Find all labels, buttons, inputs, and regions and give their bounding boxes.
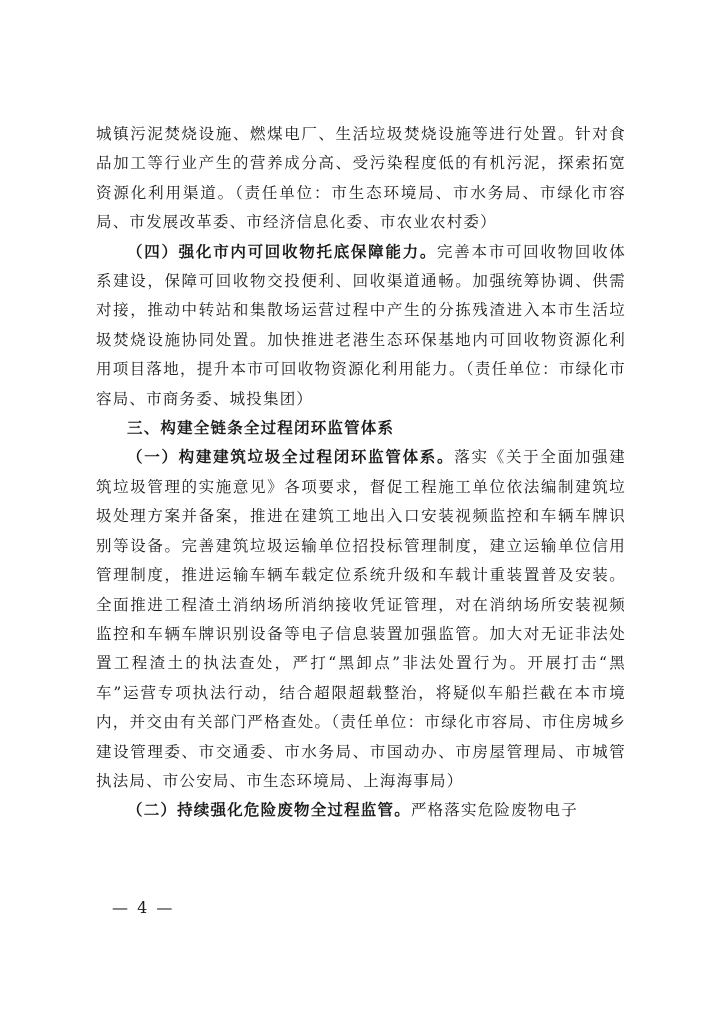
paragraph-lead: （二）持续强化危险废物全过程监管。 <box>127 801 411 820</box>
paragraph-text: 完善本市可回收物回收体系建设，保障可回收物交投便利、回收渠道通畅。加强统筹协调、供需对接，推动中转站和集散场运营过程中产生的分拣残渣进入本市生活垃圾焚烧设施协同处置。加快推进老港生态环保基地内可回收物资源化利用项目落地，提升本市可回收物资源化利用能力。（责任单位：市绿化市容局、市商务委、城投集团） <box>96 242 626 408</box>
paragraph-construction-waste <box>96 443 626 796</box>
paragraph-text: 严格落实危险废物电子 <box>410 801 578 820</box>
document-body <box>96 120 626 826</box>
section-heading: 三、构建全链条全过程闭环监管体系 <box>127 419 395 438</box>
paragraph-lead: （四）强化市内可回收物托底保障能力。 <box>127 242 438 261</box>
page-number: — 4 — <box>112 898 175 917</box>
paragraph-text: 城镇污泥焚烧设施、燃煤电厂、生活垃圾焚烧设施等进行处置。针对食品加工等行业产生的营养成分高、受污染程度低的有机污泥，探索拓宽资源化利用渠道。（责任单位：市生态环境局、市水务局、市绿化市容局、市发展改革委、市经济信息化委、市农业农村委） <box>96 125 626 232</box>
paragraph-lead: （一）构建建筑垃圾全过程闭环监管体系。 <box>127 448 455 467</box>
paragraph-recyclables <box>96 238 626 414</box>
paragraph-sludge-disposal <box>96 120 626 238</box>
paragraph-text: 落实《关于全面加强建筑垃圾管理的实施意见》各项要求，督促工程施工单位依法编制建筑垃圾处理方案并备案，推进在建筑工地出入口安装视频监控和车辆车牌识别等设备。完善建筑垃圾运输单位招投标管理制度，建立运输单位信用管理制度，推进运输车辆车载定位系统升级和车载计重装置普及安装。全面推进工程渣土消纳场所消纳接收凭证管理，对在消纳场所安装视频监控和车辆车牌识别设备等电子信息装置加强监管。加大对无证非法处置工程渣土的执法查处，严打“黑卸点”非法处置行为。开展打击“黑车”运营专项执法行动，结合超限超载整治，将疑似车船拦截在本市境内，并交由有关部门严格查处。（责任单位：市绿化市容局、市住房城乡建设管理委、市交通委、市水务局、市国动办、市房屋管理局、市城管执法局、市公安局、市生态环境局、上海海事局） <box>96 448 626 790</box>
paragraph-hazardous-waste <box>96 796 626 825</box>
